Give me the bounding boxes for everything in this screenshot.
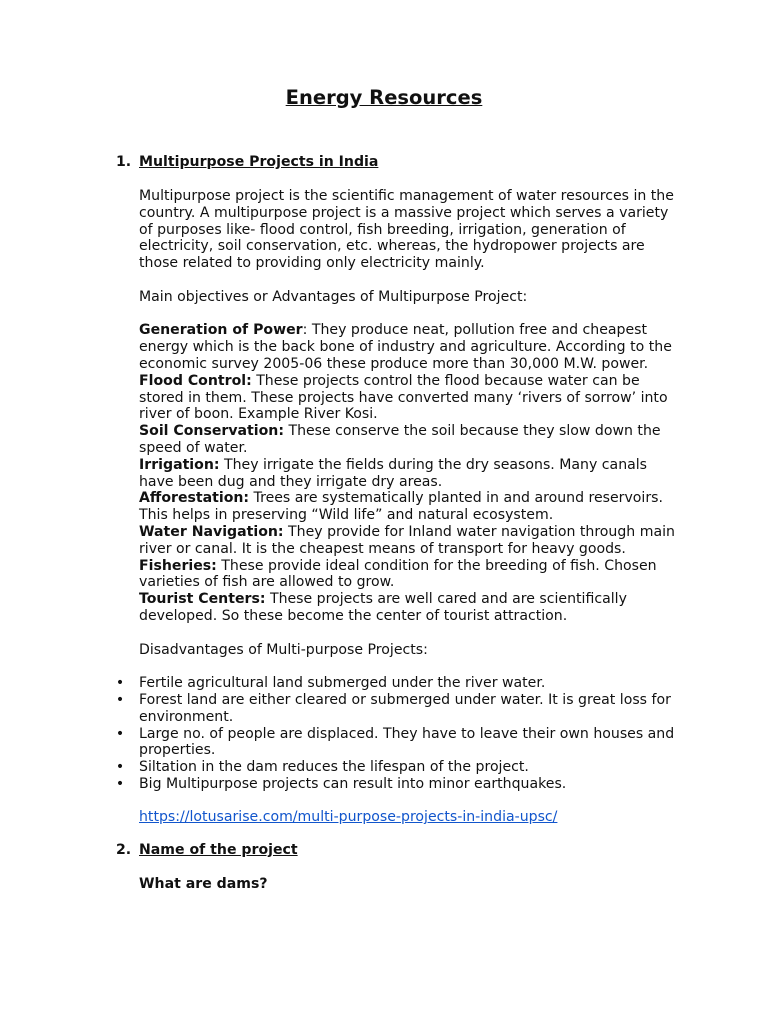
list-item — [115, 759, 679, 776]
section-1-body — [115, 188, 679, 826]
advantage-text: These provide ideal condition for the breeding of fish. Chosen varieties of fish are allowed to grow. — [139, 557, 657, 591]
bullet-icon: • — [115, 675, 125, 692]
advantage-item — [139, 423, 679, 457]
list-item-text: Siltation in the dam reduces the lifespan of the project. — [139, 759, 529, 776]
advantage-term: Irrigation: — [139, 456, 220, 473]
advantage-term: Soil Conservation: — [139, 423, 284, 440]
advantage-text: They irrigate the fields during the dry seasons. Many canals have been dug and they irrigate dry areas. — [139, 456, 648, 490]
advantage-term: Afforestation: — [139, 490, 250, 507]
advantage-term: Tourist Centers: — [139, 591, 266, 608]
advantage-separator: : — [302, 322, 308, 339]
advantage-item — [139, 457, 679, 491]
disadvantages-list — [115, 675, 679, 793]
section-2-heading-row — [116, 842, 298, 859]
list-item-text: Big Multipurpose projects can result into minor earthquakes. — [139, 775, 567, 792]
list-item-text: Large no. of people are displaced. They have to leave their own houses and properties. — [139, 725, 675, 759]
bullet-icon: • — [115, 725, 125, 742]
section-2-heading: Name of the project — [139, 842, 298, 858]
advantage-item — [139, 490, 679, 524]
advantage-item — [139, 322, 679, 372]
bullet-icon: • — [115, 691, 125, 708]
advantage-text: They produce neat, pollution free and cheapest energy which is the back bone of industry and agriculture. According to the economic survey 2005-06 these produce more than 30,000 M.W. power. — [139, 322, 672, 372]
section-2-body — [139, 876, 679, 893]
advantages-heading: Main objectives or Advantages of Multipurpose Project: — [139, 288, 528, 305]
advantage-item — [139, 524, 679, 558]
list-item — [115, 725, 679, 760]
list-item — [115, 675, 679, 692]
section-1-heading-row — [116, 154, 378, 171]
advantage-term: Water Navigation: — [139, 523, 284, 540]
list-item — [115, 691, 679, 726]
advantage-text: These projects control the flood because water can be stored in them. These projects have converted many ‘rivers of sorrow’ into river of boon. Example River Kosi. — [139, 372, 668, 423]
advantage-term: Generation of Power — [139, 322, 303, 339]
section-1-intro: Multipurpose project is the scientific management of water resources in the country. A multipurpose project is a massive project which serves a variety of purposes like- flood control, fish breeding, irrigation, generation of electricity, soil conservation, etc. whereas, the hydropower projects are those related to providing only electricity mainly. — [139, 188, 674, 272]
bullet-icon: • — [115, 775, 125, 792]
document-title: Energy Resources — [285, 86, 483, 109]
list-item-text: Forest land are either cleared or submerged under water. It is great loss for environment. — [139, 691, 671, 725]
advantage-text: These projects are well cared and are scientifically developed. So these become the center of tourist attraction. — [139, 591, 627, 624]
section-2-subheading: What are dams? — [139, 876, 268, 892]
advantage-term: Flood Control: — [139, 372, 252, 389]
section-2-number: 2. — [116, 842, 132, 858]
advantage-item — [139, 558, 679, 592]
advantage-text: Trees are systematically planted in and around reservoirs. This helps in preserving “Wild life” and natural ecosystem. — [139, 490, 663, 524]
advantage-text: They provide for Inland water navigation through main river or canal. It is the cheapest means of transport for heavy goods. — [139, 523, 675, 557]
list-item — [115, 775, 679, 793]
section-1-number: 1. — [116, 154, 132, 170]
advantage-item — [139, 591, 679, 625]
advantage-text: These conserve the soil because they slow down the speed of water. — [139, 423, 661, 456]
list-item-text: Fertile agricultural land submerged under the river water. — [139, 675, 546, 692]
disadvantages-heading: Disadvantages of Multi-purpose Projects: — [139, 641, 428, 658]
advantages-list — [139, 322, 679, 624]
source-link[interactable]: https://lotusarise.com/multi-purpose-projects-in-india-upsc/ — [139, 809, 558, 826]
section-1-heading: Multipurpose Projects in India — [139, 154, 379, 170]
advantage-item — [139, 373, 679, 423]
advantage-term: Fisheries: — [139, 557, 217, 574]
bullet-icon: • — [115, 759, 125, 776]
